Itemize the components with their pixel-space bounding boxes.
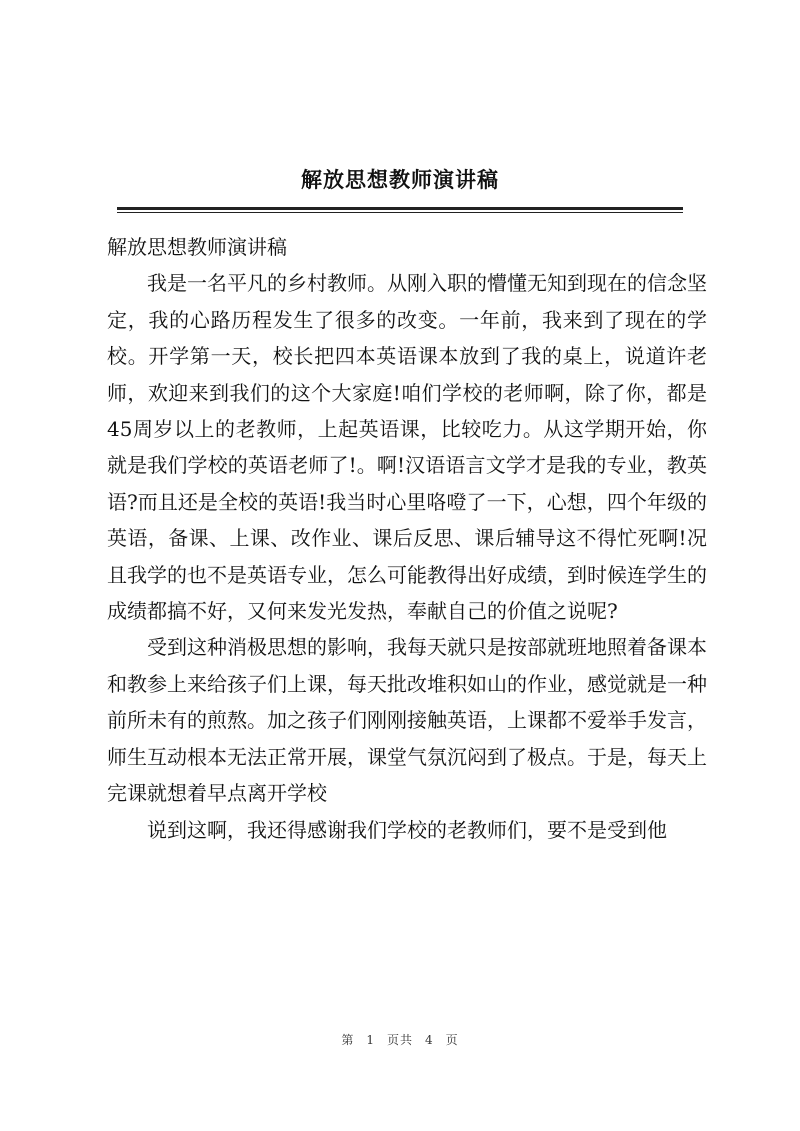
footer-mid: 页共 [386, 1033, 413, 1047]
page-footer [0, 1031, 800, 1048]
paragraph-2: 受到这种消极思想的影响，我每天就只是按部就班地照着备课本和教参上来给孩子们上课，每天批改堆积如山的作业，感觉就是一种前所未有的煎熬。加之孩子们刚刚接触英语，上课都不爱举手发言，师生互动根本无法正常开展，课堂气氛沉闷到了极点。于是，每天上完课就想着早点离开学校 [107, 635, 707, 806]
footer-suffix: 页 [445, 1033, 459, 1047]
document-subtitle: 解放思想教师演讲稿 [107, 235, 287, 259]
document-body [107, 229, 707, 848]
paragraph-3: 说到这啊，我还得感谢我们学校的老教师们，要不是受到他 [147, 817, 667, 842]
current-page-number: 1 [366, 1033, 375, 1047]
paragraph-1: 我是一名平凡的乡村教师。从刚入职的懵懂无知到现在的信念坚定，我的心路历程发生了很多的改变。一年前，我来到了现在的学校。开学第一天，校长把四本英语课本放到了我的桌上，说道许老师，欢迎来到我们的这个大家庭!咱们学校的老师啊，除了你，都是45周岁以上的老教师，上起英语课，比较吃力。从这学期开始，你就是我们学校的英语老师了!。啊!汉语语言文学才是我的专业，教英语?而且还是全校的英语!我当时心里咯噔了一下，心想，四个年级的英语，备课、上课、改作业、课后反思、课后辅导这不得忙死啊!况且我学的也不是英语专业，怎么可能教得出好成绩，到时候连学生的成绩都搞不好，又何来发光发热，奉献自己的价值之说呢? [107, 271, 707, 624]
footer-prefix: 第 [341, 1033, 355, 1047]
title-divider [117, 207, 683, 213]
page-title: 解放思想教师演讲稿 [301, 167, 499, 192]
total-pages-number: 4 [425, 1033, 434, 1047]
